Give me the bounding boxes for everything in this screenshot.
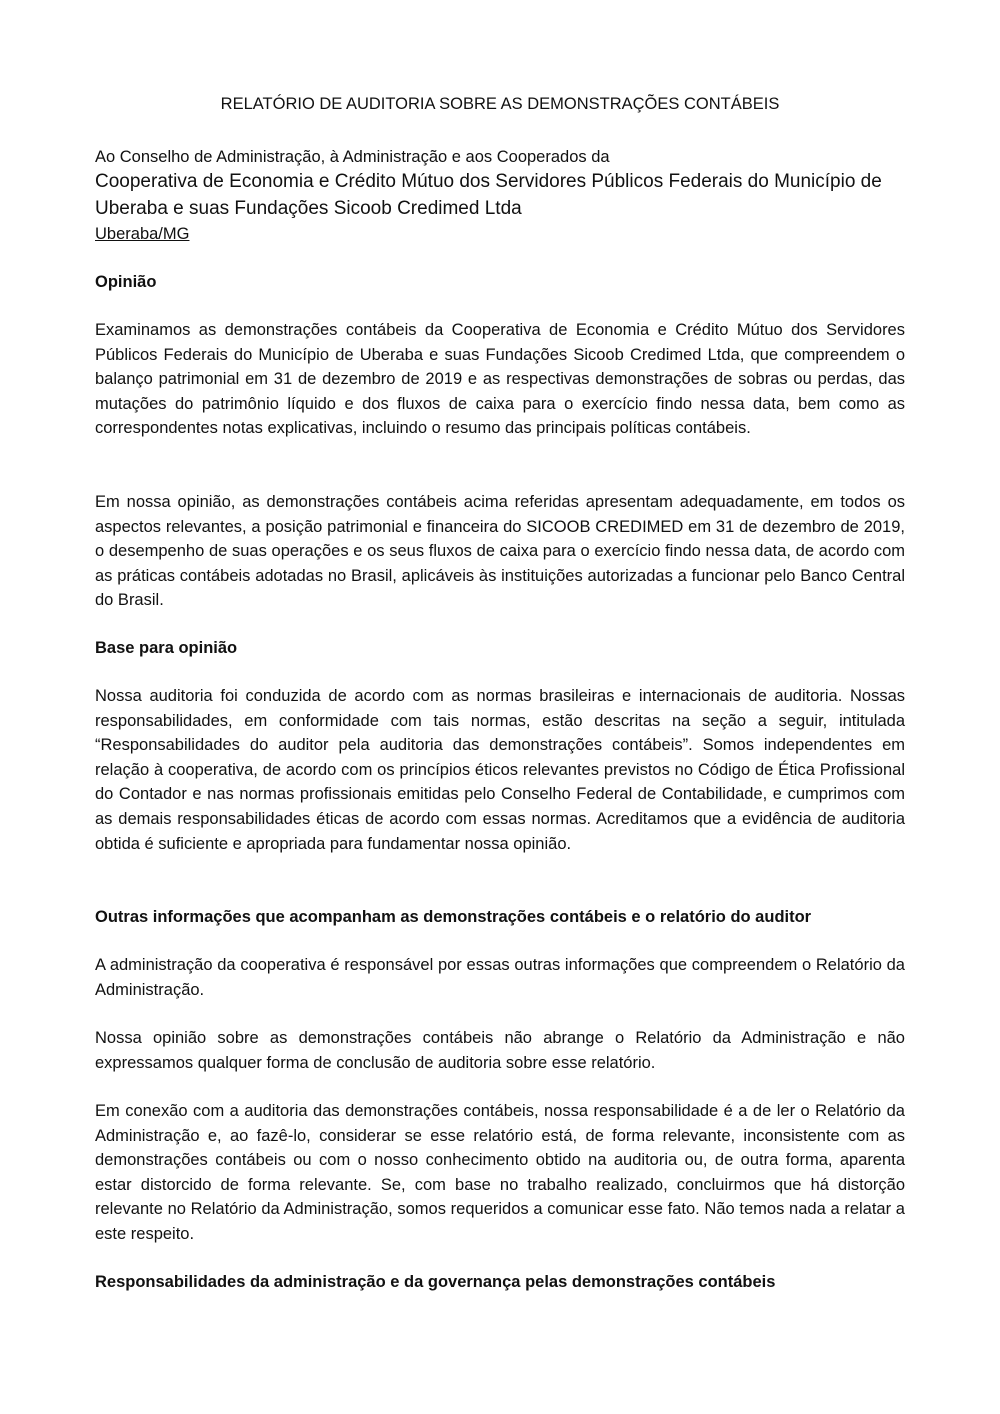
document-title: RELATÓRIO DE AUDITORIA SOBRE AS DEMONSTRAÇÕES CONTÁBEIS: [220, 95, 780, 113]
heading-basis-for-opinion: Base para opinião: [95, 639, 238, 657]
cooperative-name: Cooperativa de Economia e Crédito Mútuo dos Servidores Públicos Federais do Município de Uberaba e suas Fundações Sicoob Credimed Ltda: [95, 171, 882, 219]
heading-opinion: Opinião: [95, 273, 157, 291]
paragraph-other-info-connection: Em conexão com a auditoria das demonstrações contábeis, nossa responsabilidade é a de ler o Relatório da Administração e, ao fazê-lo, considerar se esse relatório está, de forma relevante, inconsistente com as demonstrações contábeis ou com o nosso conhecimento obtido na auditoria ou, de outra forma, aparenta estar distorcido de forma relevante. Se, com base no trabalho realizado, concluirmos que há distorção relevante no Relatório da Administração, somos requeridos a comunicar esse fato. Não temos nada a relatar a este respeito.: [95, 1102, 905, 1243]
city-line: Uberaba/MG: [95, 225, 190, 243]
heading-management-responsibilities: Responsabilidades da administração e da governança pelas demonstrações contábeis: [95, 1273, 776, 1291]
addressee-line: Ao Conselho de Administração, à Administração e aos Cooperados da: [95, 148, 610, 166]
heading-other-information: Outras informações que acompanham as demonstrações contábeis e o relatório do auditor: [95, 908, 812, 926]
paragraph-basis-for-opinion: Nossa auditoria foi conduzida de acordo com as normas brasileiras e internacionais de auditoria. Nossas responsabilidades, em conformidade com tais normas, estão descritas na seção a seguir, intitulada “Responsabilidades do auditor pela auditoria das demonstrações contábeis”. Somos independentes em relação à cooperativa, de acordo com os princípios éticos relevantes previstos no Código de Ética Profissional do Contador e nas normas profissionais emitidas pelo Conselho Federal de Contabilidade, e cumprimos com as demais responsabilidades éticas de acordo com essas normas. Acreditamos que a evidência de auditoria obtida é suficiente e apropriada para fundamentar nossa opinião.: [95, 687, 905, 853]
paragraph-other-info-scope: Nossa opinião sobre as demonstrações contábeis não abrange o Relatório da Administração e não expressamos qualquer forma de conclusão de auditoria sobre esse relatório.: [95, 1029, 905, 1072]
paragraph-opinion-examined: Examinamos as demonstrações contábeis da Cooperativa de Economia e Crédito Mútuo dos Servidores Públicos Federais do Município de Uberaba e suas Fundações Sicoob Credimed Ltda, que compreendem o balanço patrimonial em 31 de dezembro de 2019 e as respectivas demonstrações de sobras ou perdas, das mutações do patrimônio líquido e dos fluxos de caixa para o exercício findo nessa data, bem como as correspondentes notas explicativas, incluindo o resumo das principais políticas contábeis.: [95, 321, 905, 438]
paragraph-opinion-statement: Em nossa opinião, as demonstrações contábeis acima referidas apresentam adequadamente, em todos os aspectos relevantes, a posição patrimonial e financeira do SICOOB CREDIMED em 31 de dezembro de 2019, o desempenho de suas operações e os seus fluxos de caixa para o exercício findo nessa data, de acordo com as práticas contábeis adotadas no Brasil, aplicáveis às instituições autorizadas a funcionar pelo Banco Central do Brasil.: [95, 493, 905, 610]
paragraph-other-info-responsibility: A administração da cooperativa é responsável por essas outras informações que compreendem o Relatório da Administração.: [95, 956, 905, 999]
